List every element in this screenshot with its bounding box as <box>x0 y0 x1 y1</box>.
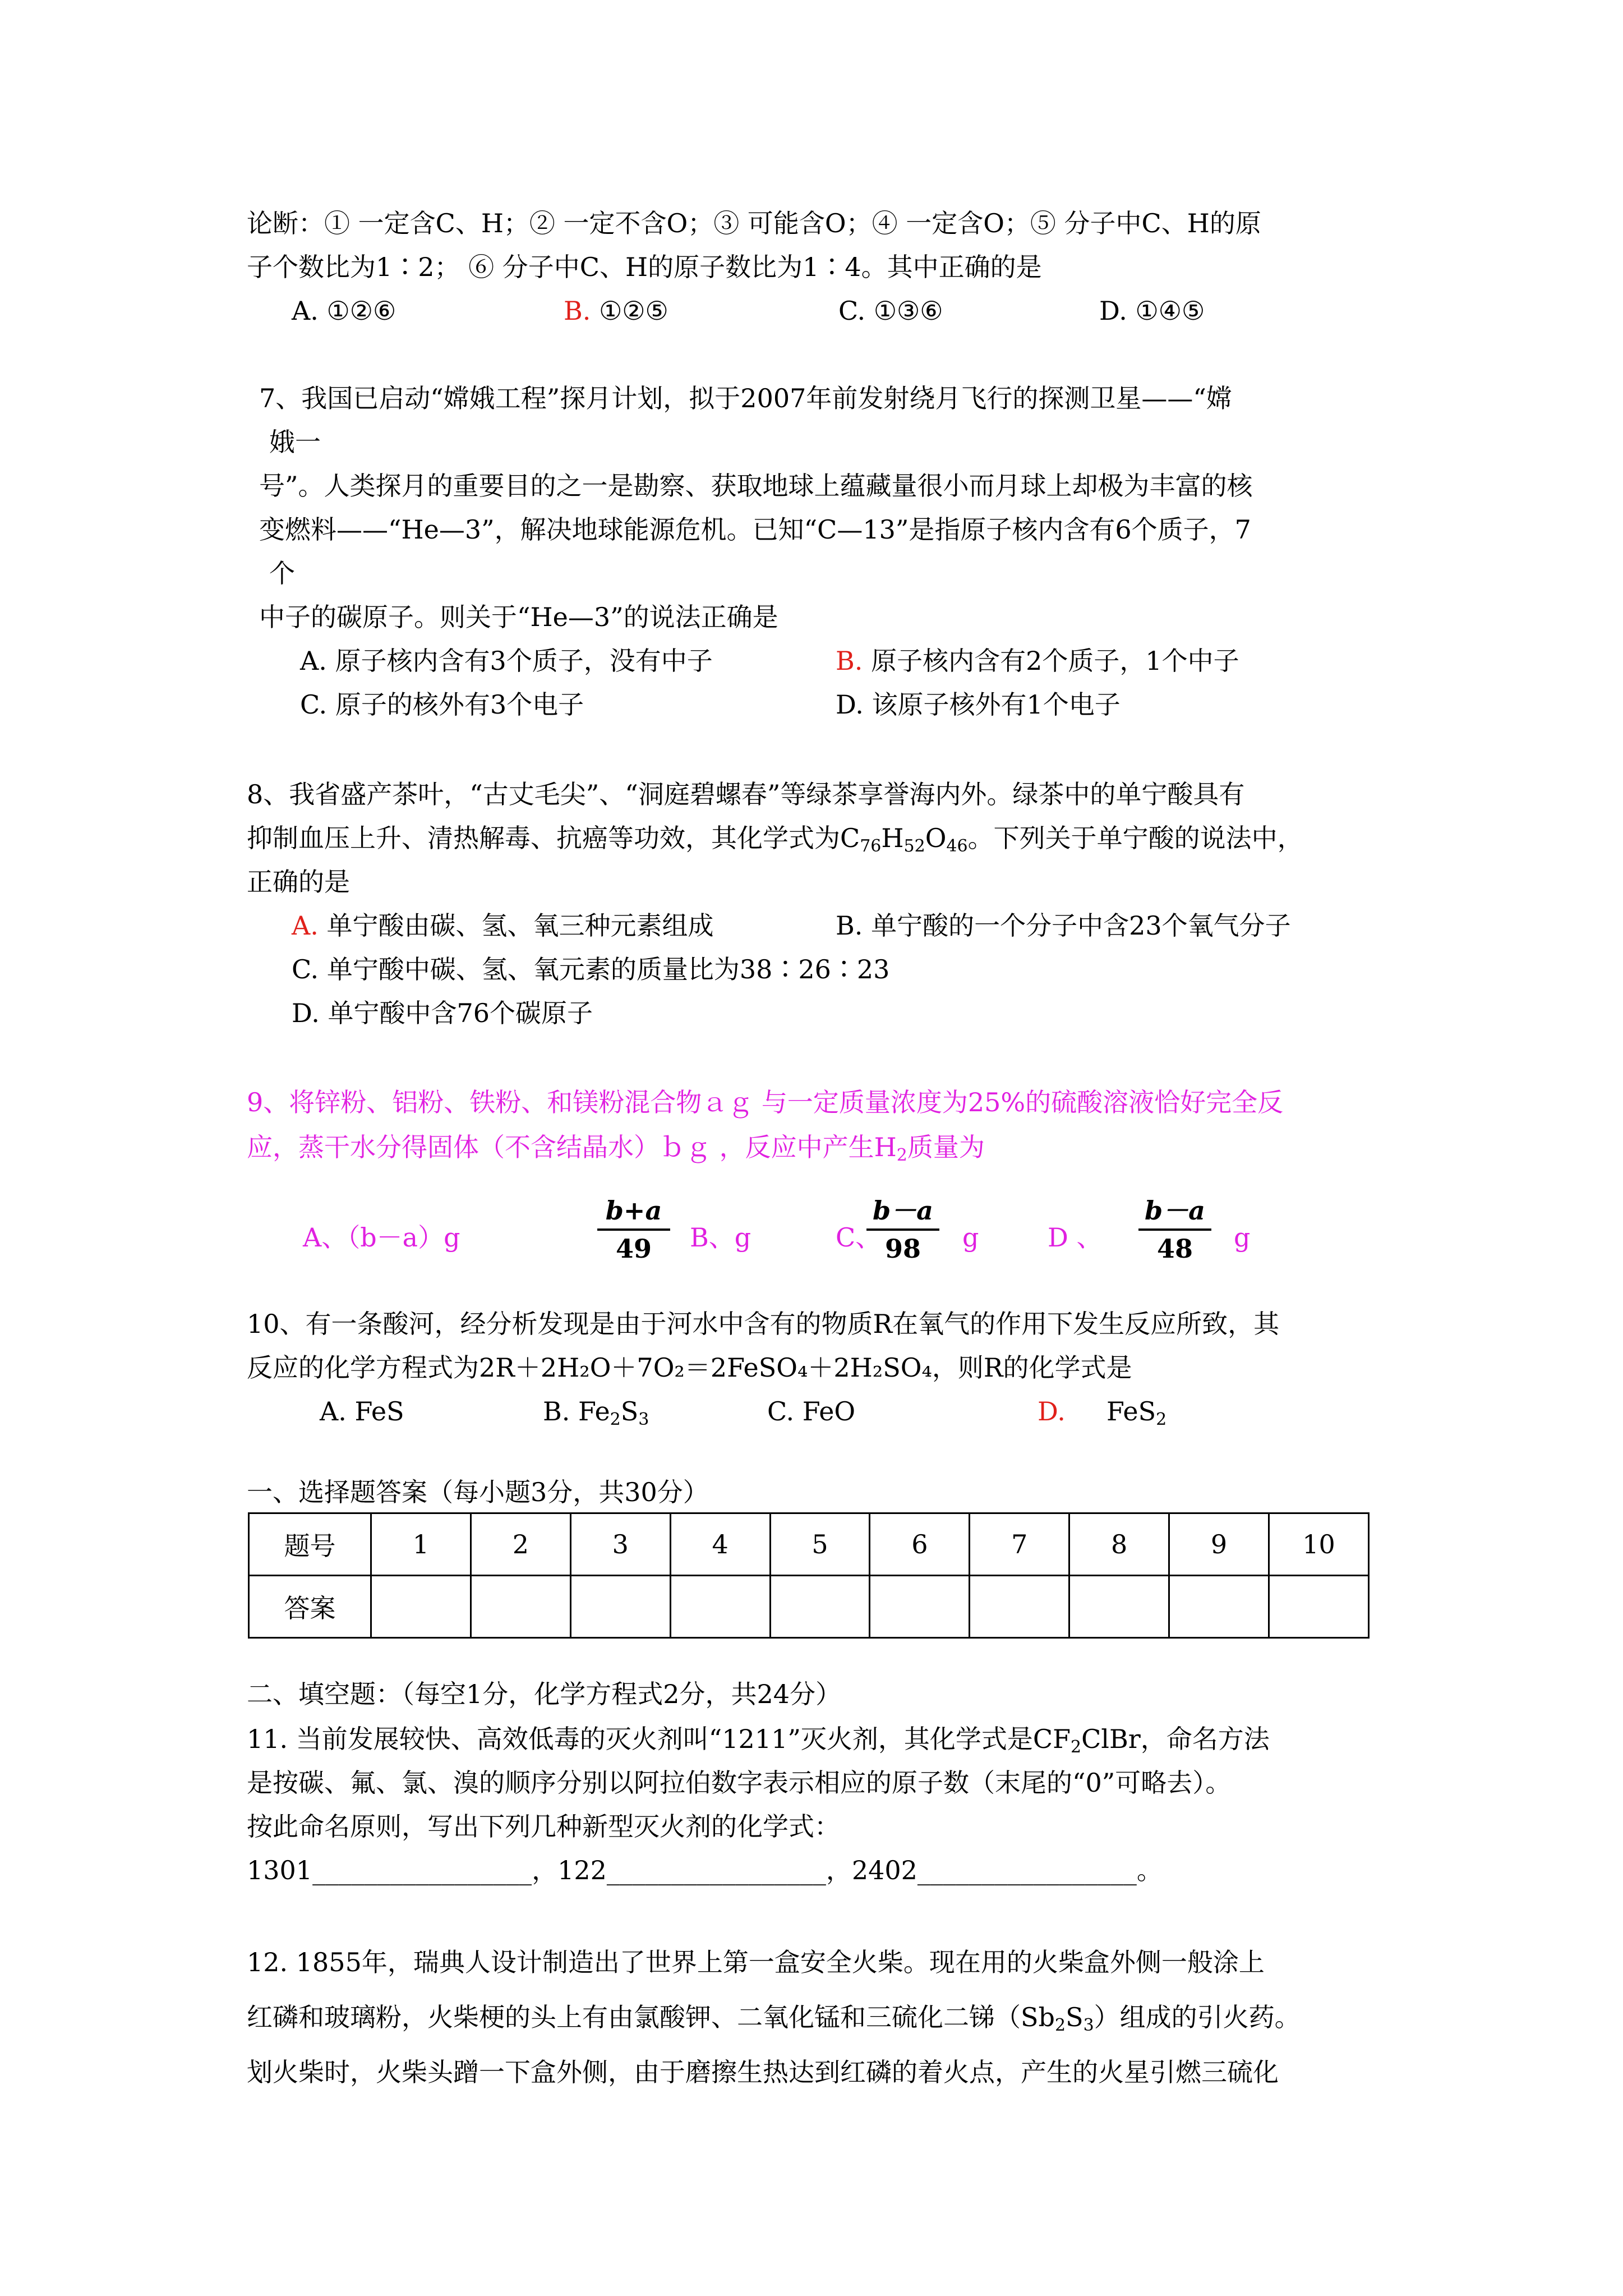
q9-fraction-c: $\frac{b-a}{98}$ <box>866 1195 939 1264</box>
q7-option-b: B. 原子核内含有2个质子，1个中子 <box>836 646 1239 676</box>
answer-cell[interactable] <box>1069 1576 1169 1638</box>
q9-option-d-label: D 、 <box>1048 1222 1103 1253</box>
q7-option-d: D. 该原子核外有1个电子 <box>836 689 1121 720</box>
q7-line-2: 娥一 <box>269 427 321 457</box>
q12-line-3: 划火柴时，火柴头蹭一下盒外侧，由于磨擦生热达到红磷的着火点，产生的火星引燃三硫化 <box>247 2057 1279 2087</box>
answer-mark: B. <box>564 296 591 326</box>
q10-option-a: A. FeS <box>320 1396 404 1427</box>
q10-option-d: D. FeS$_2$ <box>1038 1396 1167 1429</box>
q7-option-a: A. 原子核内含有3个质子，没有中子 <box>300 646 713 676</box>
answer-cell[interactable] <box>1269 1576 1369 1638</box>
q8-option-c: C. 单宁酸中碳、氢、氧元素的质量比为38∶26∶23 <box>292 954 890 984</box>
q9-option-a: A、（b－a）g <box>303 1222 460 1253</box>
table-header-cell: 题号 <box>249 1513 371 1576</box>
q8-option-b: B. 单宁酸的一个分子中含23个氧气分子 <box>836 910 1291 941</box>
answer-table <box>248 1512 1370 1639</box>
question-number-cell: 4 <box>670 1513 770 1576</box>
q9-line-1: 9、将锌粉、铝粉、铁粉、和镁粉混合物ａｇ 与一定质量浓度为25%的硫酸溶液恰好完全反 <box>247 1087 1284 1117</box>
question-number-cell: 3 <box>570 1513 670 1576</box>
question-number-cell: 5 <box>770 1513 870 1576</box>
q9-option-d-unit: g <box>1234 1222 1251 1253</box>
table-row <box>249 1513 1369 1576</box>
q7-line-6: 中子的碳原子。则关于“He—3”的说法正确是 <box>259 602 778 632</box>
section2-title: 二、填空题：（每空1分，化学方程式2分，共24分） <box>247 1679 842 1709</box>
q11-line-3: 按此命名原则，写出下列几种新型灭火剂的化学式： <box>247 1811 840 1842</box>
q9-option-b: B、g <box>690 1222 751 1253</box>
q11-fill-blanks[interactable]: 1301_________________，122_________________，2402_________________。 <box>247 1855 1163 1885</box>
answer-cell[interactable] <box>670 1576 770 1638</box>
answer-cell[interactable] <box>1169 1576 1269 1638</box>
q7-line-4: 变燃料——“He—3”，解决地球能源危机。已知“C—13”是指原子核内含有6个质子，7 <box>259 514 1251 545</box>
answer-mark: B. <box>836 646 863 676</box>
q12-line-1: 12. 1855年，瑞典人设计制造出了世界上第一盒安全火柴。现在用的火柴盒外侧一般涂上 <box>247 1947 1265 1977</box>
question-number-cell: 1 <box>371 1513 471 1576</box>
q8-line-1: 8、我省盛产茶叶，“古丈毛尖”、“洞庭碧螺春”等绿茶享誉海内外。绿茶中的单宁酸具有 <box>247 779 1245 809</box>
q9-fraction-d: $\frac{b-a}{48}$ <box>1138 1195 1211 1264</box>
answer-mark: A. <box>292 910 319 941</box>
q8-line-3: 正确的是 <box>247 867 350 897</box>
q6-option-c: C. ①③⑥ <box>838 296 943 326</box>
q7-line-5: 个 <box>269 558 295 588</box>
q11-line-2: 是按碳、氟、氯、溴的顺序分别以阿拉伯数字表示相应的原子数（末尾的“0”可略去）。 <box>247 1768 1232 1798</box>
answer-cell[interactable] <box>970 1576 1069 1638</box>
q7-line-1: 7、我国已启动“嫦娥工程”探月计划，拟于2007年前发射绕月飞行的探测卫星——“嫦 <box>259 383 1232 413</box>
q11-line-1: 11. 当前发展较快、高效低毒的灭火剂叫“1211”灭火剂，其化学式是$CF_2ClBr$，命名方法 <box>247 1724 1270 1757</box>
q12-line-2: 红磷和玻璃粉，火柴梗的头上有由氯酸钾、二氧化锰和三硫化二锑$(Sb_2S_3)$组成的引火药。 <box>247 2002 1301 2035</box>
q9-fraction-a: $\frac{b+a}{49}$ <box>597 1195 670 1264</box>
q8-line-2: 抑制血压上升、清热解毒、抗癌等功效，其化学式为$C_{76}H_{52}O_{46}$。下列关于单宁酸的说法中， <box>247 823 1303 856</box>
q7-option-c: C. 原子的核外有3个电子 <box>300 689 584 720</box>
question-number-cell: 7 <box>970 1513 1069 1576</box>
q9-option-c-label: C、 <box>836 1222 882 1253</box>
q10-line-1: 10、有一条酸河，经分析发现是由于河水中含有的物质R在氧气的作用下发生反应所致，其 <box>247 1309 1280 1339</box>
q6-line-2: 子个数比为1∶2； ⑥ 分子中C、H的原子数比为1∶4。其中正确的是 <box>247 252 1042 282</box>
table-row <box>249 1576 1369 1638</box>
answer-cell[interactable] <box>570 1576 670 1638</box>
q9-option-c-unit: g <box>962 1222 979 1253</box>
q6-line-1: 论断：① 一定含C、H；② 一定不含O；③ 可能含O；④ 一定含O；⑤ 分子中C、H的原 <box>247 208 1261 238</box>
q6-option-d: D. ①④⑤ <box>1099 296 1205 326</box>
answer-cell[interactable] <box>770 1576 870 1638</box>
q7-line-3: 号”。人类探月的重要目的之一是勘察、获取地球上蕴藏量很小而月球上却极为丰富的核 <box>259 471 1253 501</box>
question-number-cell: 2 <box>471 1513 570 1576</box>
question-number-cell: 6 <box>870 1513 970 1576</box>
section1-title: 一、选择题答案（每小题3分，共30分） <box>247 1477 709 1507</box>
answer-cell[interactable] <box>371 1576 471 1638</box>
answer-cell[interactable] <box>870 1576 970 1638</box>
question-number-cell: 8 <box>1069 1513 1169 1576</box>
table-header-cell: 答案 <box>249 1576 371 1638</box>
q6-option-b: B. ①②⑤ <box>564 296 668 326</box>
q10-line-2: 反应的化学方程式为2R＋2H₂O＋7O₂＝2FeSO₄＋2H₂SO₄，则R的化学式是 <box>247 1352 1132 1383</box>
question-number-cell: 10 <box>1269 1513 1369 1576</box>
q8-option-d: D. 单宁酸中含76个碳原子 <box>292 998 593 1028</box>
answer-mark: D. <box>1038 1396 1066 1427</box>
q6-option-a: A. ①②⑥ <box>292 296 396 326</box>
question-number-cell: 9 <box>1169 1513 1269 1576</box>
q10-option-c: C. FeO <box>767 1396 856 1427</box>
q9-line-2: 应，蒸干水分得固体（不含结晶水）ｂｇ ，反应中产生$H_2$质量为 <box>247 1132 985 1165</box>
answer-cell[interactable] <box>471 1576 570 1638</box>
q8-option-a: A. 单宁酸由碳、氢、氧三种元素组成 <box>292 910 714 941</box>
q10-option-b: B. $Fe_2S_3$ <box>543 1396 649 1429</box>
